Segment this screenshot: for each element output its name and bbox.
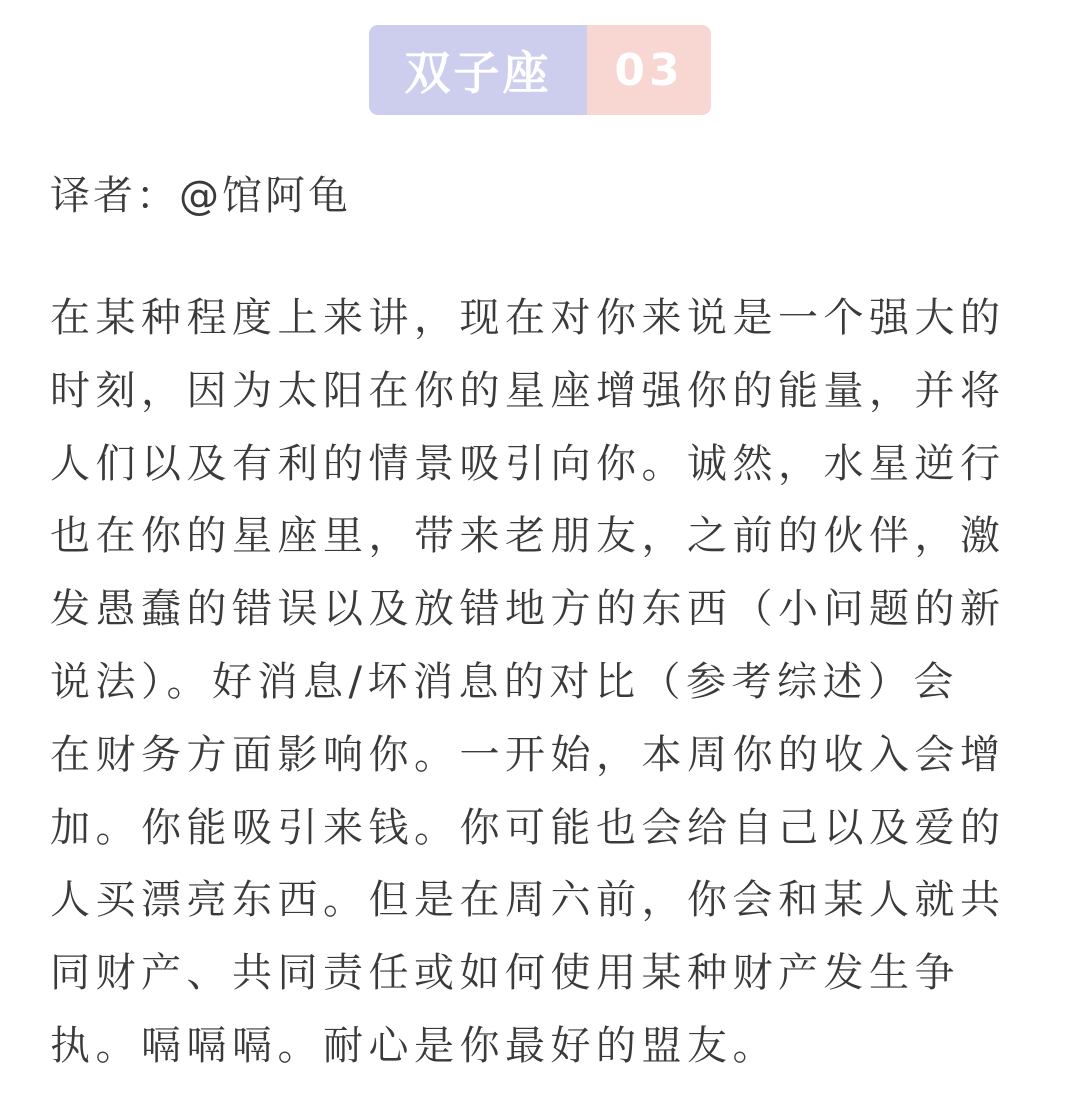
body-line: 加。你能吸引来钱。你可能也会给自己以及爱的 [50,804,1006,851]
body-line: 人们以及有利的情景吸引向你。诚然，水星逆行 [50,440,1006,487]
body-line: 也在你的星座里，带来老朋友，之前的伙伴，激 [50,513,1006,560]
body-line: 人买漂亮东西。但是在周六前，你会和某人就共 [50,877,1006,924]
zodiac-name: 双子座 [369,25,587,115]
body-line: 说法）。好消息/坏消息的对比（参考综述）会 [50,658,959,705]
issue-number: 03 [587,25,711,115]
translator-credit: 译者：@馆阿龟 [50,173,351,219]
body-line: 发愚蠢的错误以及放错地方的东西（小问题的新 [50,586,1006,633]
zodiac-badge [369,25,711,115]
body-line: 在财务方面影响你。一开始，本周你的收入会增 [50,731,1006,778]
article-body [50,282,1035,1083]
body-line: 在某种程度上来讲，现在对你来说是一个强大的 [50,295,1006,341]
body-line: 同财产、共同责任或如何使用某种财产发生争 [50,950,960,997]
body-line: 时刻，因为太阳在你的星座增强你的能量，并将 [50,367,1006,414]
body-line: 执。嗝嗝嗝。耐心是你最好的盟友。 [50,1022,778,1069]
